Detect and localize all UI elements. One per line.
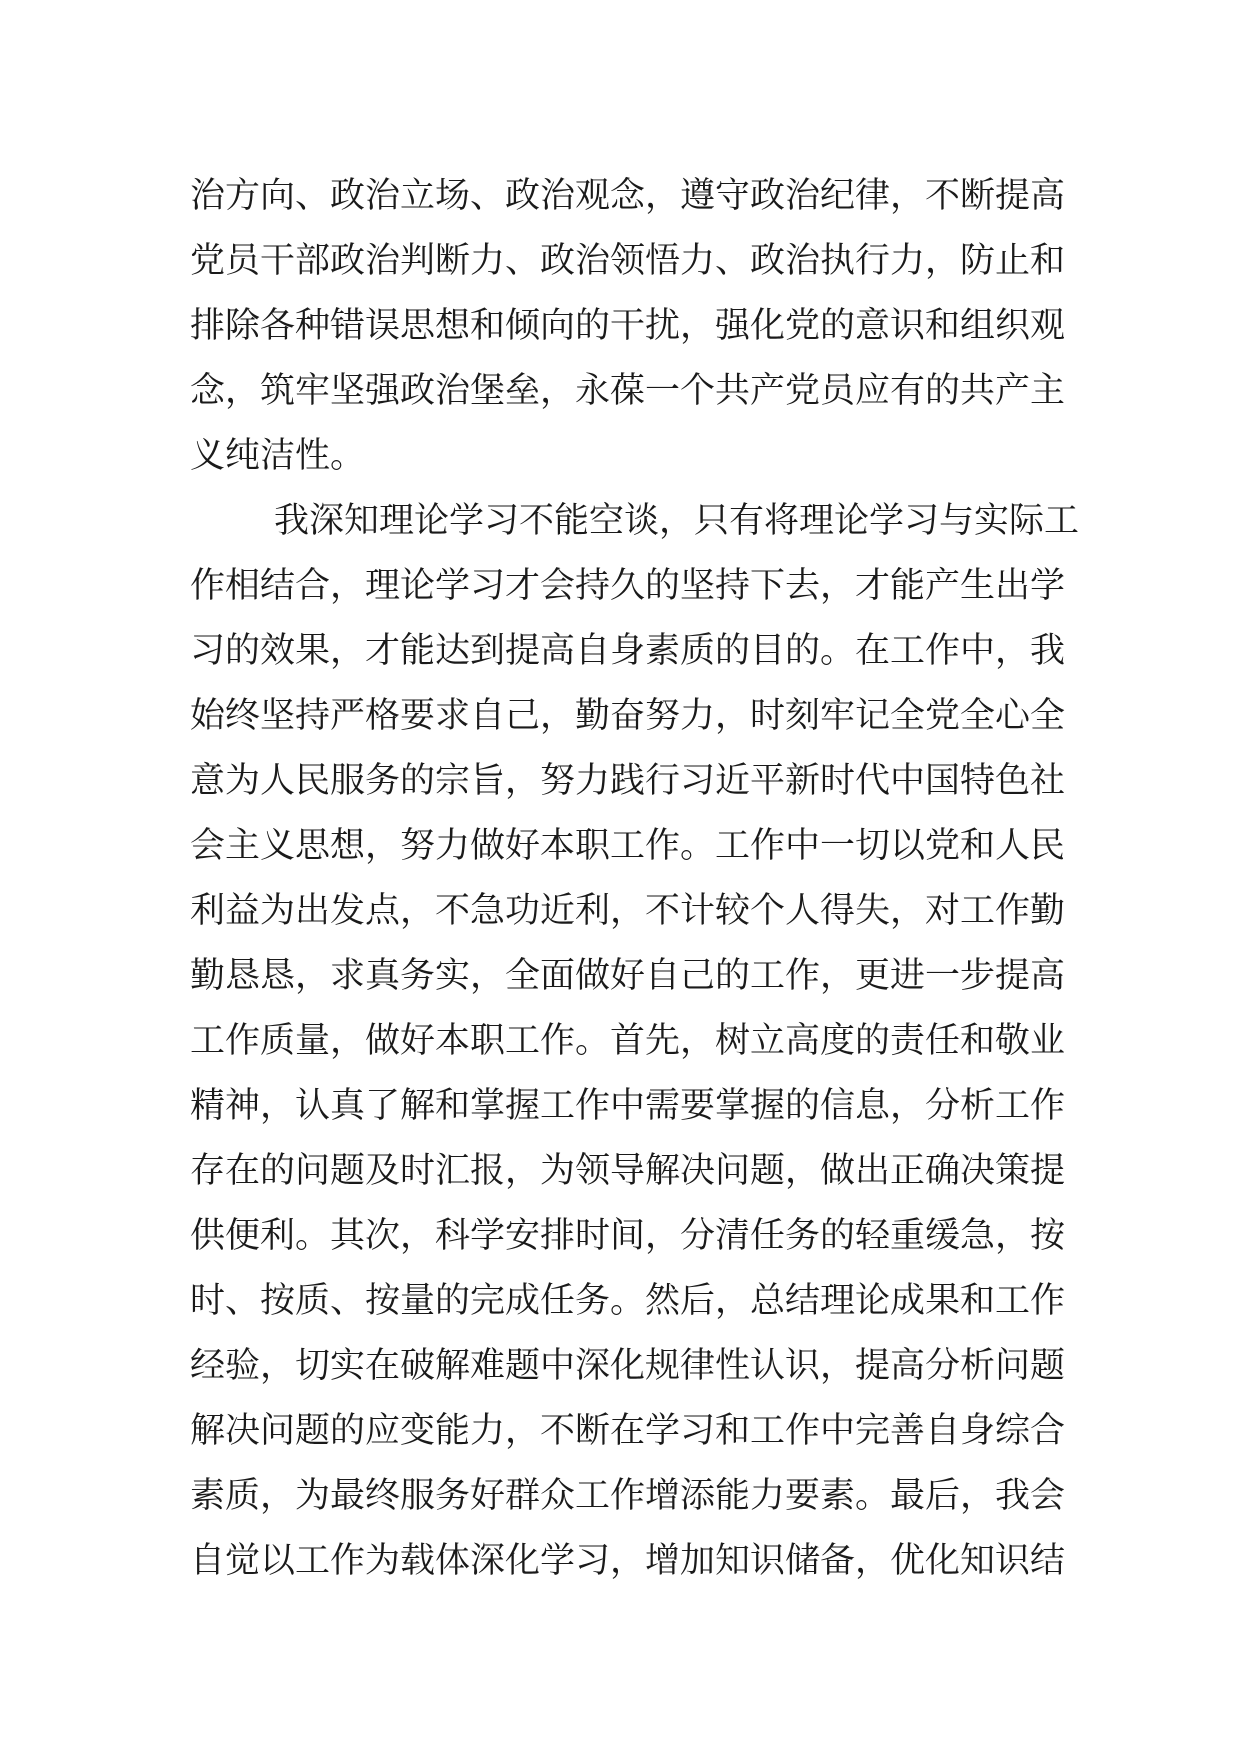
body-text bbox=[190, 164, 1080, 1659]
text-line: 精神，认真了解和掌握工作中需要掌握的信息，分析工作 bbox=[190, 1086, 1066, 1126]
text-line: 念，筑牢坚强政治堡垒，永葆一个共产党员应有的共产主 bbox=[190, 371, 1066, 411]
text-line: 排除各种错误思想和倾向的干扰，强化党的意识和组织观 bbox=[190, 306, 1066, 346]
text-line: 治方向、政治立场、政治观念，遵守政治纪律，不断提高 bbox=[190, 176, 1066, 216]
text-line: 解决问题的应变能力，不断在学习和工作中完善自身综合 bbox=[190, 1411, 1066, 1451]
text-line: 习的效果，才能达到提高自身素质的目的。在工作中，我 bbox=[190, 631, 1066, 671]
text-line: 会主义思想，努力做好本职工作。工作中一切以党和人民 bbox=[190, 826, 1066, 866]
paragraph-2 bbox=[190, 489, 1080, 1659]
text-line: 存在的问题及时汇报，为领导解决问题，做出正确决策提 bbox=[190, 1151, 1066, 1191]
text-line: 经验，切实在破解难题中深化规律性认识，提高分析问题 bbox=[190, 1346, 1066, 1386]
paragraph-1 bbox=[190, 164, 1066, 489]
text-line: 作相结合，理论学习才会持久的坚持下去，才能产生出学 bbox=[190, 566, 1066, 606]
text-line: 供便利。其次，科学安排时间，分清任务的轻重缓急，按 bbox=[190, 1216, 1066, 1256]
text-line: 意为人民服务的宗旨，努力践行习近平新时代中国特色社 bbox=[190, 761, 1066, 801]
text-line: 工作质量，做好本职工作。首先，树立高度的责任和敬业 bbox=[190, 1021, 1066, 1061]
text-line: 义纯洁性。 bbox=[190, 436, 366, 476]
text-line: 利益为出发点，不急功近利，不计较个人得失，对工作勤 bbox=[190, 891, 1066, 931]
text-line: 党员干部政治判断力、政治领悟力、政治执行力，防止和 bbox=[190, 241, 1066, 281]
text-line: 我深知理论学习不能空谈，只有将理论学习与实际工 bbox=[274, 501, 1080, 541]
text-line bbox=[190, 1594, 1060, 1659]
text-line: 始终坚持严格要求自己，勤奋努力，时刻牢记全党全心全 bbox=[190, 696, 1066, 736]
text-line: 素质，为最终服务好群众工作增添能力要素。最后，我会 bbox=[190, 1476, 1066, 1516]
text-line: 勤恳恳，求真务实，全面做好自己的工作，更进一步提高 bbox=[190, 956, 1066, 996]
text-line: 自觉以工作为载体深化学习，增加知识储备，优化知识结 bbox=[190, 1541, 1066, 1581]
text-line: 时、按质、按量的完成任务。然后，总结理论成果和工作 bbox=[190, 1281, 1066, 1321]
